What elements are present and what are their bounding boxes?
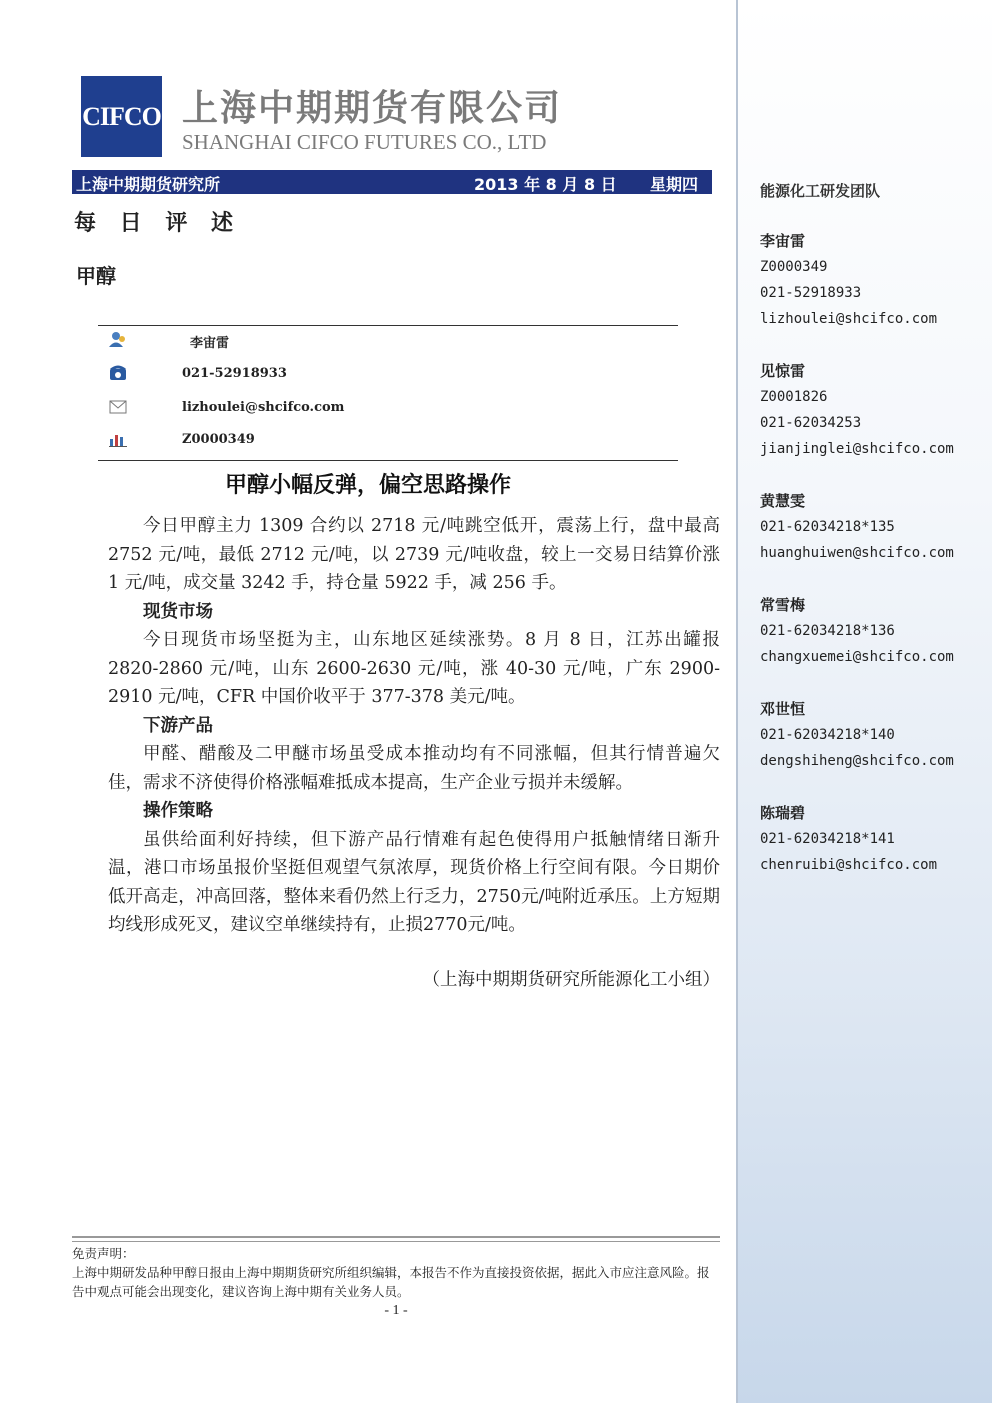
product-name: 甲醇 (76, 264, 116, 288)
intro-paragraph: 今日甲醇主力 1309 合约以 2718 元/吨跳空低开，震荡上行，盘中最高 2752 元/吨，最低 2712 元/吨，以 2739 元/吨收盘，较上一交易日结算价涨 1 元/吨，成交量 3242 手，持仓量 5922 手，减 256 手。 (108, 516, 720, 593)
member-phone: 021-62034218*136 (760, 623, 895, 639)
member-email[interactable]: lizhoulei@shcifco.com (760, 311, 938, 327)
user-icon (108, 330, 128, 348)
member-email[interactable]: dengshiheng@shcifco.com (760, 753, 954, 769)
phone-icon (108, 364, 128, 382)
disclaimer (72, 1244, 720, 1301)
member-license: Z0000349 (760, 259, 828, 275)
downstream-paragraph: 甲醛、醋酸及二甲醚市场虽受成本推动均有不同涨幅，但其行情普遍欠佳，需求不济使得价格涨幅难抵成本提高，生产企业亏损并未缓解。 (108, 744, 720, 793)
company-name-cn: 上海中期期货有限公司 (182, 88, 563, 129)
article-signature: （上海中期期货研究所能源化工小组） (422, 970, 720, 990)
downstream-heading: 下游产品 (143, 715, 213, 736)
strategy-heading: 操作策略 (143, 801, 213, 821)
strategy-paragraph: 虽供给面利好持续，但下游产品行情难有起色使得用户抵触情绪日渐升温，港口市场虽报价坚挺但观望气氛浓厚，现货价格上行空间有限。今日期价低开高走，冲高回落，整体来看仍然上行乏力，2750元/吨附近承压。上方短期均线形成死叉，建议空单继续持有，止损2770元/吨。 (108, 829, 720, 935)
member-phone: 021-52918933 (760, 285, 862, 301)
section-title: 每 日 评 述 (74, 211, 241, 236)
contact-email[interactable]: lizhoulei@shcifco.com (182, 400, 345, 415)
report-date: 2013 年 8 月 8 日 (474, 175, 617, 194)
team-title: 能源化工研发团队 (760, 182, 881, 200)
mail-icon (108, 398, 128, 416)
company-logo: CIFCO (81, 76, 162, 157)
company-name-en: SHANGHAI CIFCO FUTURES CO., LTD (182, 130, 547, 154)
member-email[interactable]: chenruibi@shcifco.com (760, 857, 938, 873)
member-email[interactable]: huanghuiwen@shcifco.com (760, 545, 954, 561)
member-phone: 021-62034218*140 (760, 727, 895, 743)
contact-phone: 021-52918933 (182, 366, 287, 381)
team-sidebar (736, 0, 992, 1403)
team-member (760, 696, 954, 774)
member-name: 见惊雷 (760, 362, 806, 380)
member-name: 陈瑞碧 (760, 804, 806, 822)
team-member (760, 592, 954, 670)
contact-name: 李宙雷 (190, 336, 230, 351)
team-member (760, 800, 937, 878)
institute-name: 上海中期期货研究所 (76, 175, 221, 194)
contact-license: Z0000349 (182, 432, 255, 447)
member-phone: 021-62034218*135 (760, 519, 895, 535)
member-phone: 021-62034218*141 (760, 831, 895, 847)
footer-divider (72, 1236, 720, 1242)
article-body (108, 512, 720, 940)
member-email[interactable]: jianjinglei@shcifco.com (760, 441, 954, 457)
disclaimer-title: 免责声明： (72, 1246, 135, 1261)
team-member (760, 358, 954, 462)
page-number: - 1 - (384, 1303, 408, 1318)
analyst-contact (98, 325, 678, 461)
report-header-bar (72, 170, 712, 194)
member-email[interactable]: changxuemei@shcifco.com (760, 649, 954, 665)
member-name: 常雪梅 (760, 596, 806, 614)
spot-heading: 现货市场 (143, 601, 213, 622)
member-name: 邓世恒 (760, 700, 806, 718)
disclaimer-text: 上海中期研发品种甲醇日报由上海中期期货研究所组织编辑，本报告不作为直接投资依据，据此入市应注意风险。报告中观点可能会出现变化，建议咨询上海中期有关业务人员。 (72, 1265, 710, 1299)
spot-paragraph: 今日现货市场坚挺为主，山东地区延续涨势。8 月 8 日，江苏出罐报 2820-2860 元/吨，山东 2600-2630 元/吨，涨 40-30 元/吨，广东 2900-2910 元/吨，CFR 中国价收平于 377-378 美元/吨。 (108, 630, 720, 707)
member-license: Z0001826 (760, 389, 828, 405)
article-title: 甲醇小幅反弹，偏空思路操作 (224, 473, 511, 498)
chart-icon (108, 430, 128, 448)
member-name: 黄慧雯 (760, 492, 806, 510)
team-member (760, 228, 937, 332)
member-phone: 021-62034253 (760, 415, 862, 431)
report-weekday: 星期四 (650, 175, 699, 194)
team-member (760, 488, 954, 566)
member-name: 李宙雷 (760, 232, 806, 250)
